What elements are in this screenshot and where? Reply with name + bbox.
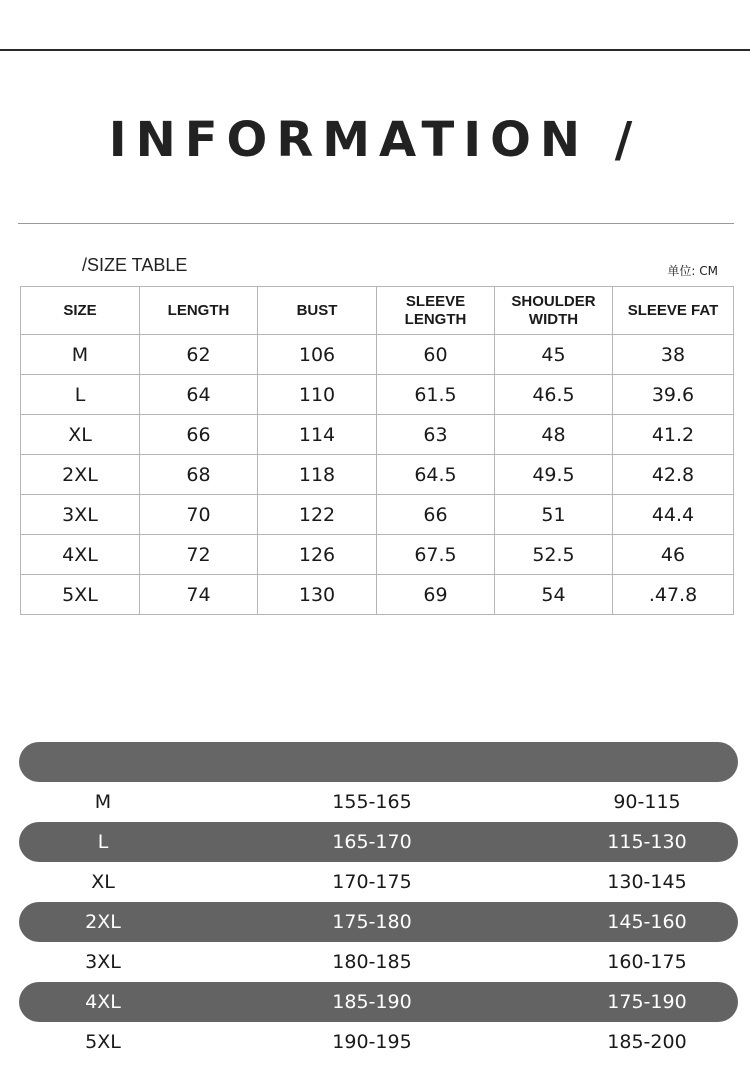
cell-length: 74 bbox=[140, 575, 258, 615]
cell-sleeve-fat: 39.6 bbox=[613, 375, 734, 415]
title-underline bbox=[18, 223, 734, 224]
cell-sleeve-fat: 46 bbox=[613, 535, 734, 575]
top-divider bbox=[0, 49, 750, 51]
cell-sleeve-fat: 38 bbox=[613, 335, 734, 375]
cell-shoulder-width: 48 bbox=[495, 415, 613, 455]
table-row bbox=[21, 495, 734, 535]
recommend-weight: 130-145 bbox=[607, 871, 687, 893]
list-item bbox=[19, 942, 738, 982]
cell-sleeve-length: 60 bbox=[377, 335, 495, 375]
recommend-weight: 90-115 bbox=[613, 791, 681, 813]
size-table bbox=[20, 286, 734, 615]
cell-sleeve-fat: 42.8 bbox=[613, 455, 734, 495]
cell-sleeve-length: 69 bbox=[377, 575, 495, 615]
list-item bbox=[19, 862, 738, 902]
column-header-sleeve-fat: SLEEVE FAT bbox=[613, 287, 734, 335]
cell-sleeve-fat: 44.4 bbox=[613, 495, 734, 535]
cell-size: 3XL bbox=[21, 495, 140, 535]
cell-bust: 130 bbox=[258, 575, 377, 615]
recommend-height: 185-190 bbox=[332, 991, 412, 1013]
cell-length: 72 bbox=[140, 535, 258, 575]
cell-length: 68 bbox=[140, 455, 258, 495]
cell-bust: 118 bbox=[258, 455, 377, 495]
cell-shoulder-width: 49.5 bbox=[495, 455, 613, 495]
table-row bbox=[21, 375, 734, 415]
recommend-size: 4XL bbox=[85, 991, 121, 1013]
cell-shoulder-width: 46.5 bbox=[495, 375, 613, 415]
cell-shoulder-width: 52.5 bbox=[495, 535, 613, 575]
recommend-weight: 175-190 bbox=[607, 991, 687, 1013]
cell-sleeve-length: 66 bbox=[377, 495, 495, 535]
unit-label: 单位: CM bbox=[667, 264, 718, 278]
cell-size: M bbox=[21, 335, 140, 375]
cell-sleeve-length: 67.5 bbox=[377, 535, 495, 575]
recommend-height: 180-185 bbox=[332, 951, 412, 973]
size-table-header-row bbox=[21, 287, 734, 335]
recommend-weight: 185-200 bbox=[607, 1031, 687, 1053]
cell-size: 5XL bbox=[21, 575, 140, 615]
recommend-weight: 115-130 bbox=[607, 831, 687, 853]
cell-sleeve-fat: .47.8 bbox=[613, 575, 734, 615]
table-row bbox=[21, 535, 734, 575]
cell-shoulder-width: 51 bbox=[495, 495, 613, 535]
size-table-label: /SIZE TABLE bbox=[82, 255, 188, 275]
recommend-weight: 145-160 bbox=[607, 911, 687, 933]
cell-sleeve-fat: 41.2 bbox=[613, 415, 734, 455]
cell-length: 62 bbox=[140, 335, 258, 375]
list-item bbox=[19, 902, 738, 942]
cell-shoulder-width: 54 bbox=[495, 575, 613, 615]
table-row bbox=[21, 455, 734, 495]
cell-size: 4XL bbox=[21, 535, 140, 575]
cell-length: 64 bbox=[140, 375, 258, 415]
column-header-shoulder-width: SHOULDER WIDTH bbox=[495, 287, 613, 335]
cell-shoulder-width: 45 bbox=[495, 335, 613, 375]
recommend-size: 3XL bbox=[85, 951, 121, 973]
cell-bust: 106 bbox=[258, 335, 377, 375]
recommend-height: 175-180 bbox=[332, 911, 412, 933]
cell-size: XL bbox=[21, 415, 140, 455]
cell-sleeve-length: 63 bbox=[377, 415, 495, 455]
list-item bbox=[19, 782, 738, 822]
recommend-size: XL bbox=[91, 871, 115, 893]
recommend-size: L bbox=[97, 831, 109, 853]
column-header-size: SIZE bbox=[21, 287, 140, 335]
recommendation-table bbox=[19, 742, 738, 1062]
cell-bust: 126 bbox=[258, 535, 377, 575]
cell-bust: 114 bbox=[258, 415, 377, 455]
cell-length: 70 bbox=[140, 495, 258, 535]
page-title: INFORMATION / bbox=[108, 112, 642, 168]
cell-sleeve-length: 61.5 bbox=[377, 375, 495, 415]
cell-sleeve-length: 64.5 bbox=[377, 455, 495, 495]
recommend-height: 155-165 bbox=[332, 791, 412, 813]
list-item bbox=[19, 982, 738, 1022]
column-header-length: LENGTH bbox=[140, 287, 258, 335]
column-header-sleeve-length: SLEEVE LENGTH bbox=[377, 287, 495, 335]
list-item bbox=[19, 822, 738, 862]
recommend-size: 5XL bbox=[85, 1031, 121, 1053]
list-item bbox=[19, 1022, 738, 1062]
table-row bbox=[21, 575, 734, 615]
table-row bbox=[21, 415, 734, 455]
cell-bust: 110 bbox=[258, 375, 377, 415]
cell-length: 66 bbox=[140, 415, 258, 455]
recommend-weight: 160-175 bbox=[607, 951, 687, 973]
cell-bust: 122 bbox=[258, 495, 377, 535]
recommend-height: 165-170 bbox=[332, 831, 412, 853]
recommendation-header-bar bbox=[19, 742, 738, 782]
recommend-size: M bbox=[94, 791, 112, 813]
table-row bbox=[21, 335, 734, 375]
recommend-size: 2XL bbox=[85, 911, 121, 933]
cell-size: L bbox=[21, 375, 140, 415]
column-header-bust: BUST bbox=[258, 287, 377, 335]
recommend-height: 170-175 bbox=[332, 871, 412, 893]
recommend-height: 190-195 bbox=[332, 1031, 412, 1053]
cell-size: 2XL bbox=[21, 455, 140, 495]
